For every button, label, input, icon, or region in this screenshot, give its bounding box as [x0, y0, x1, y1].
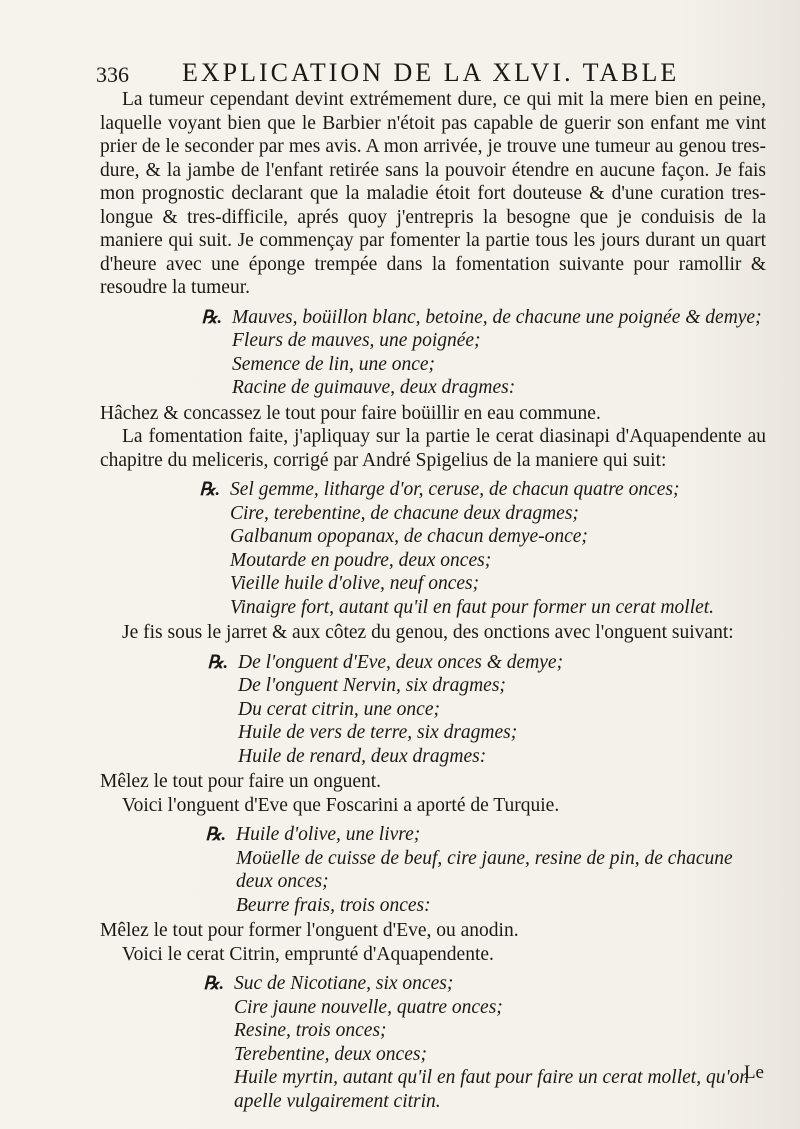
recipe-line	[184, 525, 766, 549]
recipe-ingredient: Moüelle de cuisse de beuf, cire jaune, resine de pin, de chacune deux onces;	[236, 847, 733, 892]
recipe-ingredient: Vieille huile d'olive, neuf onces;	[230, 573, 480, 594]
recipe-line	[184, 549, 766, 573]
recipe-line	[184, 478, 766, 502]
recipe-ingredient: Semence de lin, une once;	[232, 353, 436, 375]
recipe-ingredient: De l'onguent d'Eve, deux onces & demye;	[238, 651, 564, 673]
paragraph: Mêlez le tout pour former l'onguent d'Eve, ou anodin.	[100, 920, 519, 941]
page-header	[96, 56, 696, 86]
recipe-ingredient: Huile myrtin, autant qu'il en faut pour faire un cerat mollet, qu'on apelle vulgairement citrin.	[234, 1067, 750, 1112]
recipe-line	[186, 353, 766, 377]
recipe-line	[186, 329, 766, 353]
recipe-onguent-eve	[190, 823, 766, 917]
page-number: 336	[96, 62, 129, 87]
recipe-line	[192, 674, 766, 698]
recipe-symbol: ℞.	[201, 306, 222, 327]
recipe-ingredient: Suc de Nicotiane, six onces;	[234, 973, 454, 994]
recipe-ingredient: Fleurs de mauves, une poignée;	[232, 330, 481, 351]
recipe-line	[190, 894, 766, 918]
recipe-ingredient: Moutarde en poudre, deux onces;	[230, 549, 492, 571]
recipe-line	[192, 651, 766, 675]
recipe-line	[184, 572, 766, 596]
recipe-ingredient: Mauves, boüillon blanc, betoine, de chacune une poignée & demye;	[232, 306, 762, 328]
recipe-ingredient: Cire jaune nouvelle, quatre onces;	[234, 996, 503, 1018]
recipe-ingredient: Galbanum opopanax, de chacun demye-once;	[230, 526, 588, 547]
recipe-line	[186, 376, 766, 400]
recipe-ingredient: Terebentine, deux onces;	[234, 1043, 427, 1065]
paragraph: Voici le cerat Citrin, emprunté d'Aquapendente.	[122, 943, 494, 965]
recipe-line	[188, 1043, 766, 1067]
recipe-fomentation	[186, 306, 766, 400]
recipe-ingredient: De l'onguent Nervin, six dragmes;	[238, 675, 506, 696]
recipe-symbol: ℞.	[199, 479, 220, 499]
recipe-ingredient: Cire, terebentine, de chacune deux dragmes;	[230, 502, 579, 524]
recipe-line	[190, 823, 766, 847]
running-head: EXPLICATION DE LA XLVI. TABLE	[182, 58, 680, 87]
recipe-line	[186, 306, 766, 330]
recipe-ingredient: Sel gemme, litharge d'or, ceruse, de chacun quatre onces;	[230, 479, 680, 500]
paragraph: La fomentation faite, j'apliquay sur la partie le cerat diasinapi d'Aquapendente au chapitre du meliceris, corrigé par André Spigelius de la maniere qui suit:	[100, 426, 766, 471]
recipe-line	[184, 502, 766, 526]
recipe-line	[192, 698, 766, 722]
recipe-symbol: ℞.	[207, 651, 228, 672]
page-body	[100, 88, 766, 1115]
paragraph: Hâchez & concassez le tout pour faire boüillir en eau commune.	[100, 402, 601, 424]
recipe-line	[192, 721, 766, 745]
paragraph: Mêlez le tout pour faire un onguent.	[100, 771, 382, 792]
recipe-line	[192, 745, 766, 769]
paragraph: Voici l'onguent d'Eve que Foscarini a aporté de Turquie.	[122, 794, 560, 816]
recipe-ingredient: Huile d'olive, une livre;	[236, 824, 421, 845]
recipe-symbol: ℞.	[205, 824, 226, 844]
recipe-ingredient: Huile de renard, deux dragmes:	[238, 745, 487, 767]
recipe-ingredient: Huile de vers de terre, six dragmes;	[238, 722, 518, 743]
recipe-line	[188, 996, 766, 1020]
recipe-line	[188, 1066, 766, 1113]
catchword: Le	[743, 1062, 764, 1083]
recipe-ingredient: Vinaigre fort, autant qu'il en faut pour former un cerat mollet.	[230, 596, 715, 618]
recipe-line	[184, 596, 766, 620]
recipe-cerat-diasinapi	[184, 478, 766, 619]
recipe-line	[190, 847, 766, 894]
recipe-line	[188, 1019, 766, 1043]
paragraph: La tumeur cependant devint extrémement dure, ce qui mit la mere bien en peine, laquelle voyant bien que le Barbier n'étoit pas capable de guerir son enfant me vint prier de le seconder par mes avis. A mon arrivée, je trouve une tumeur au genou tres-dure, & la jambe de l'enfant retirée sans la pouvoir étendre en aucune façon. Je fais mon prognostic declarant que la maladie étoit fort douteuse & d'une curation tres-longue & tres-difficile, aprés quoy j'entrepris la besogne que je conduisis de la maniere qui suit. Je commençay par fomenter la partie tous les jours durant un quart d'heure avec une éponge trempée dans la fomentation suivante pour ramollir & resoudre la tumeur.	[100, 89, 766, 298]
paragraph: Je fis sous le jarret & aux côtez du genou, des onctions avec l'onguent suivant:	[122, 622, 734, 643]
recipe-ingredient: Resine, trois onces;	[234, 1020, 387, 1041]
recipe-line	[188, 972, 766, 996]
recipe-ingredient: Racine de guimauve, deux dragmes:	[232, 377, 516, 398]
recipe-ingredient: Du cerat citrin, une once;	[238, 698, 440, 720]
recipe-onguent	[192, 651, 766, 769]
recipe-ingredient: Beurre frais, trois onces:	[236, 894, 431, 916]
recipe-symbol: ℞.	[203, 973, 224, 993]
recipe-cerat-citrin	[188, 972, 766, 1113]
